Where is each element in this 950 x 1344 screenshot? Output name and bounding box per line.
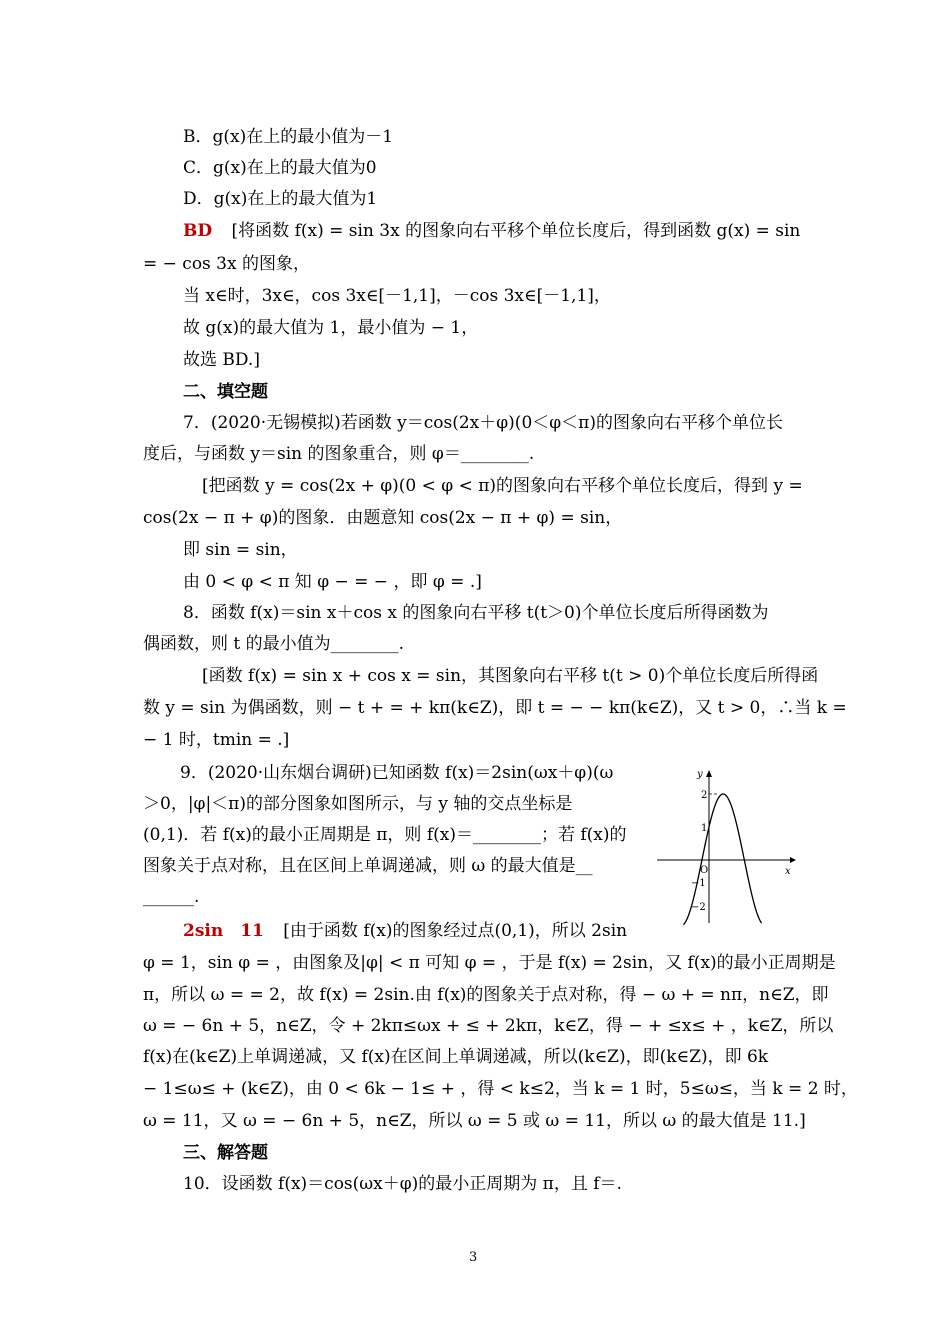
section-heading-solve: 三、解答题 (183, 1143, 268, 1163)
question-10-line1: 10．设函数 f(x)＝cos(ωx＋φ)的最小正周期为 π，且 f＝. (183, 1174, 622, 1194)
question-7-line1: 7．(2020·无锡模拟)若函数 y＝cos(2x＋φ)(0＜φ＜π)的图象向右平移个单位长 (183, 413, 783, 433)
question-9-line2: ＞0，|φ|＜π)的部分图象如图所示，与 y 轴的交点坐标是 (143, 794, 573, 814)
y-axis-arrow (706, 770, 712, 777)
answer-8-line2: 数 y = sin 为偶函数，则 − t + = + kπ(k∈Z)，即 t = − − kπ(k∈Z)，又 t > 0，∴当 k = (143, 698, 847, 718)
answer-6-line5: 故选 BD.] (183, 350, 260, 370)
answer-9-line4: ω = − 6n + 5，n∈Z，令 + 2kπ≤ωx + ≤ + 2kπ，k∈Z，得 − + ≤x≤ + ，k∈Z，所以 (143, 1016, 834, 1036)
option-d: D．g(x)在上的最大值为1 (183, 189, 378, 209)
question-8-line2: 偶函数，则 t 的最小值为________. (143, 634, 405, 654)
question-8-line1: 8．函数 f(x)＝sin x＋cos x 的图象向右平移 t(t＞0)个单位长度后所得函数为 (183, 603, 769, 623)
section-heading-fill: 二、填空题 (183, 382, 268, 402)
option-b: B．g(x)在上的最小值为－1 (183, 127, 394, 147)
question-9-line1: 9．(2020·山东烟台调研)已知函数 f(x)＝2sin(ωx＋φ)(ω (180, 763, 614, 783)
question-9-line5: ______. (143, 887, 200, 907)
answer-9-text: [由于函数 f(x)的图象经过点(0,1)，所以 2sin (283, 921, 628, 941)
answer-9-line2: φ = 1，sin φ = ，由图象及|φ| < π 可知 φ = ，于是 f(x) = 2sin，又 f(x)的最小正周期是 (143, 953, 836, 973)
x-axis-arrow (790, 857, 796, 863)
origin-label: O (700, 865, 709, 876)
tick-label-2: 2 (701, 790, 708, 801)
answer-7-line1: [把函数 y = cos(2x + φ)(0 < φ < π)的图象向右平移个单位长度后，得到 y = (202, 476, 803, 496)
answer-9-line3: π，所以 ω = = 2，故 f(x) = 2sin.由 f(x)的图象关于点对称，得 − ω + = nπ，n∈Z，即 (143, 985, 829, 1005)
x-axis-label: x (785, 866, 791, 877)
sine-graph-figure (657, 765, 797, 925)
option-c: C．g(x)在上的最大值为0 (183, 158, 377, 178)
answer-9-value: 2sin 11 (183, 921, 264, 941)
answer-8-line1: [函数 f(x) = sin x + cos x = sin，其图象向右平移 t(t > 0)个单位长度后所得函 (202, 666, 819, 686)
answer-9-line7: ω = 11，又 ω = − 6n + 5，n∈Z，所以 ω = 5 或 ω = 11，所以 ω 的最大值是 11.] (143, 1111, 806, 1131)
answer-9-line5: f(x)在(k∈Z)上单调递减，又 f(x)在区间上单调递减，所以(k∈Z)，即(k∈Z)，即 6k (143, 1047, 769, 1067)
answer-6-line2: = − cos 3x 的图象， (143, 254, 310, 274)
answer-9-line6: − 1≤ω≤ + (k∈Z)，由 0 < 6k − 1≤ + ，得 < k≤2，当 k = 1 时，5≤ω≤，当 k = 2 时， (143, 1079, 858, 1099)
answer-7-line4: 由 0 < φ < π 知 φ − = − ，即 φ = .] (183, 572, 482, 592)
tick-label-neg1: −1 (691, 878, 706, 889)
answer-7-line3: 即 sin = sin， (183, 540, 298, 560)
question-9-line4: 图象关于点对称，且在区间上单调递减，则 ω 的最大值是__ (143, 856, 593, 876)
page-number: 3 (469, 1250, 478, 1265)
answer-8-line3: − 1 时，tmin = .] (143, 730, 290, 750)
question-7-line2: 度后，与函数 y＝sin 的图象重合，则 φ＝________. (143, 444, 535, 464)
answer-6-line3: 当 x∈时，3x∈，cos 3x∈[－1,1]，－cos 3x∈[－1,1]， (183, 286, 611, 306)
answer-7-line2: cos(2x − π + φ)的图象．由题意知 cos(2x − π + φ) = sin， (143, 508, 623, 528)
tick-label-neg2: −2 (691, 902, 706, 913)
y-axis-label: y (697, 769, 703, 780)
answer-6-text: [将函数 f(x) = sin 3x 的图象向右平移个单位长度后，得到函数 g(x) = sin (231, 221, 801, 241)
answer-9-line1 (183, 920, 627, 942)
tick-label-1: 1 (701, 823, 708, 834)
answer-6-value: BD (183, 221, 213, 241)
answer-6-line1 (183, 220, 800, 242)
answer-6-line4: 故 g(x)的最大值为 1，最小值为 − 1， (183, 318, 479, 338)
question-9-line3: (0,1)．若 f(x)的最小正周期是 π，则 f(x)＝________；若 f(x)的 (143, 825, 627, 845)
